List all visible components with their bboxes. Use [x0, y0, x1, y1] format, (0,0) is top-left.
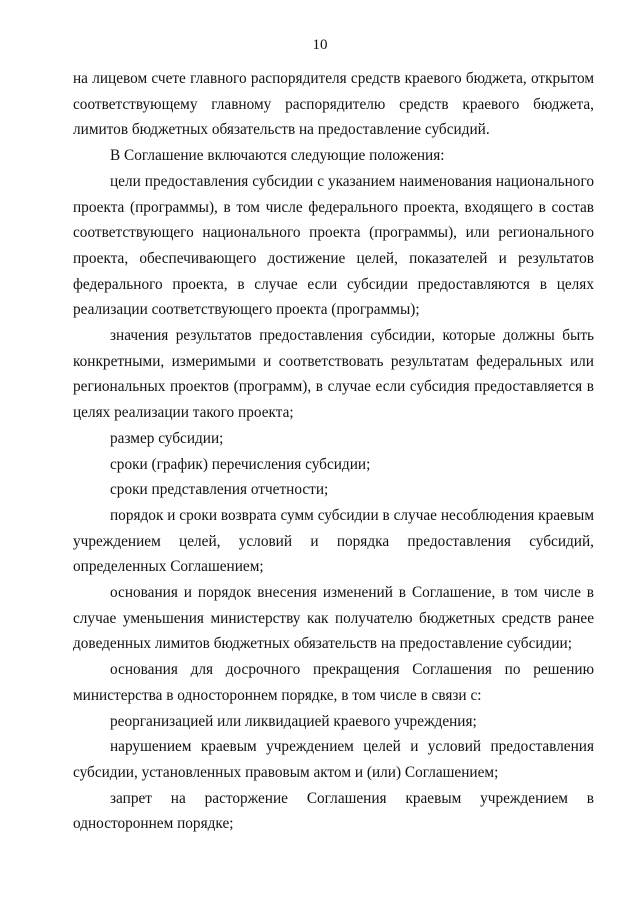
paragraph-termination-grounds: основания для досрочного прекращения Соглашения по решению министерства в одностороннем порядке, в том числе в связи с:	[73, 661, 594, 704]
document-body	[73, 66, 594, 837]
paragraph-continuation: на лицевом счете главного распорядителя средств краевого бюджета, открытом соответствующему главному распорядителю средств краевого бюджета, лимитов бюджетных обязательств на предоставление субсидий.	[73, 70, 594, 139]
paragraph-subsidy-amount: размер субсидии;	[110, 429, 224, 447]
paragraph-violation: нарушением краевым учреждением целей и условий предоставления субсидии, установленных правовым актом и (или) Соглашением;	[73, 738, 594, 781]
paragraph-termination-ban: запрет на расторжение Соглашения краевым учреждением в одностороннем порядке;	[73, 789, 594, 833]
paragraph-refund-procedure: порядок и сроки возврата сумм субсидии в случае несоблюдения краевым учреждением целей, условий и порядка предоставления субсидий, определенных Соглашением;	[73, 506, 594, 576]
page-number: 10	[312, 37, 328, 53]
paragraph-subsidy-goals: цели предоставления субсидии с указанием наименования национального проекта (программы), в том числе федерального проекта, входящего в состав соответствующего национального проекта (программы), или регионального проекта, обеспечивающего достижение целей, показателей и результатов федерального проекта, в случае если субсидии предоставляются в целях реализации соответствующего проекта (программы);	[73, 172, 594, 319]
paragraph-reorganization: реорганизацией или ликвидацией краевого учреждения;	[110, 712, 477, 730]
paragraph-agreement-provisions: В Соглашение включаются следующие положения:	[110, 147, 445, 165]
paragraph-transfer-schedule: сроки (график) перечисления субсидии;	[110, 455, 371, 473]
paragraph-amendment-grounds: основания и порядок внесения изменений в Соглашение, в том числе в случае уменьшения министерству как получателю бюджетных средств ранее доведенных лимитов бюджетных обязательств на предоставление субсидии;	[73, 584, 594, 653]
paragraph-reporting-deadlines: сроки представления отчетности;	[110, 481, 329, 499]
paragraph-result-values: значения результатов предоставления субсидии, которые должны быть конкретными, измеримыми и соответствовать результатам федеральных или региональных проектов (программ), в случае если субсидия предоставляется в целях реализации такого проекта;	[73, 327, 594, 422]
